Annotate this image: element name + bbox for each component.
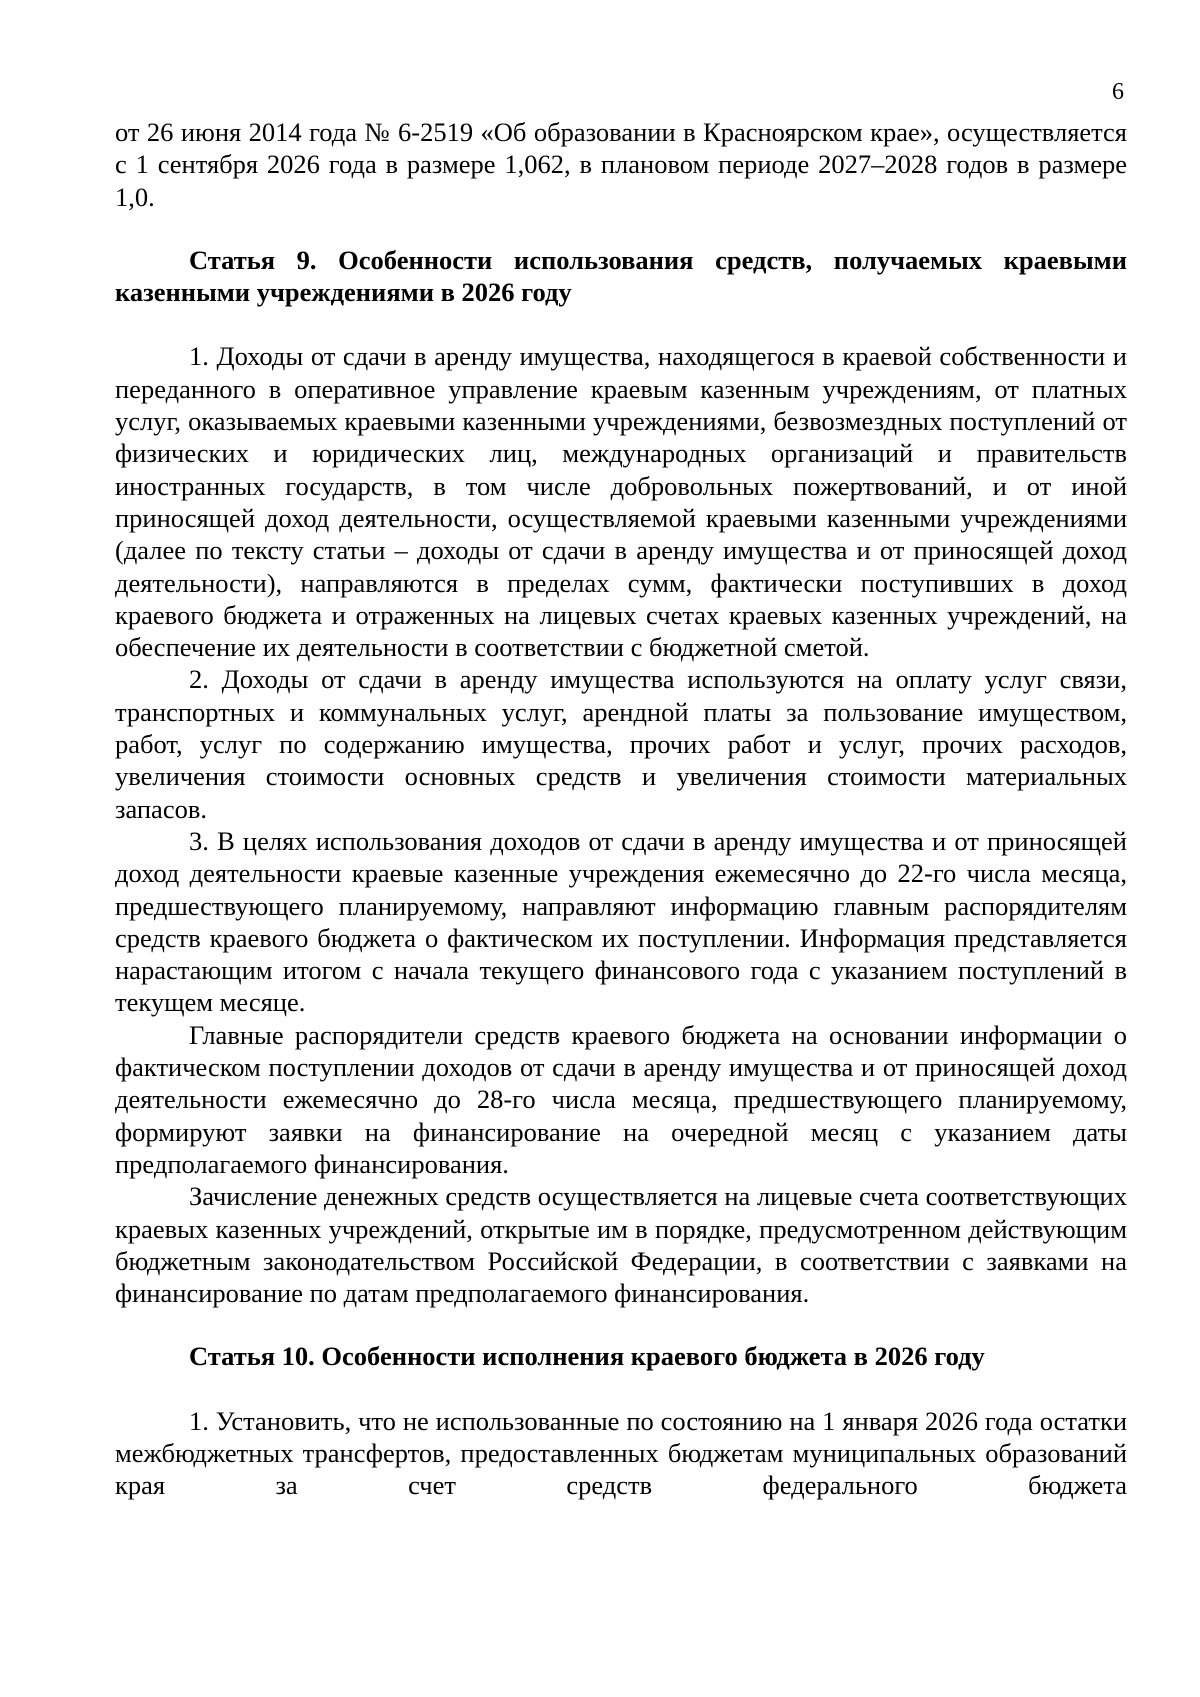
article-9-paragraph-5: Зачисление денежных средств осуществляется на лицевые счета соответствующих краевых казенных учреждений, открытые им в порядке, предусмотренном действующим бюджетным законодательством Российской Федерации, в соответствии с заявками на финансирование по датам предполагаемого финансирования. xyxy=(115,1181,1127,1309)
spacer xyxy=(115,213,1127,244)
spacer xyxy=(115,308,1127,340)
spacer xyxy=(115,1309,1127,1340)
spacer xyxy=(115,1373,1127,1405)
article-9-paragraph-2: 2. Доходы от сдачи в аренду имущества используются на оплату услуг связи, транспортных и коммунальных услуг, арендной платы за пользование имуществом, работ, услуг по содержанию имущества, прочих работ и услуг, прочих расходов, увеличения стоимости основных средств и увеличения стоимости материальных запасов. xyxy=(115,664,1127,824)
article-10-paragraph-1: 1. Установить, что не использованные по состоянию на 1 января 2026 года остатки межбюджетных трансфертов, предоставленных бюджетам муниципальных образований края за счет средств федерального бюджета xyxy=(115,1405,1127,1501)
article-9-paragraph-4: Главные распорядители средств краевого бюджета на основании информации о фактическом поступлении доходов от сдачи в аренду имущества и от приносящей доход деятельности ежемесячно до 28-го числа месяца, предшествующего планируемому, формируют заявки на финансирование на очередной месяц с указанием даты предполагаемого финансирования. xyxy=(115,1019,1127,1179)
article-10-heading: Статья 10. Особенности исполнения краевого бюджета в 2026 году xyxy=(189,1341,985,1372)
article-9-paragraph-3: 3. В целях использования доходов от сдачи в аренду имущества и от приносящей доход деятельности краевые казенные учреждения ежемесячно до 22-го числа месяца, предшествующего планируемому, направляют информацию главным распорядителям средств краевого бюджета о фактическом их поступлении. Информация представляется нарастающим итогом с начала текущего финансового года с указанием поступлений в текущем месяце. xyxy=(115,825,1127,1018)
page-number: 6 xyxy=(1112,79,1124,105)
article-9-heading: Статья 9. Особенности использования средств, получаемых краевыми казенными учреждениями в 2026 году xyxy=(115,244,1127,308)
intro-paragraph: от 26 июня 2014 года № 6-2519 «Об образовании в Красноярском крае», осуществляется с 1 сентября 2026 года в размере 1,062, в плановом периоде 2027–2028 годов в размере 1,0. xyxy=(115,117,1127,212)
article-9-paragraph-1: 1. Доходы от сдачи в аренду имущества, находящегося в краевой собственности и переданного в оперативное управление краевым казенным учреждениям, от платных услуг, оказываемых краевыми казенными учреждениями, безвозмездных поступлений от физических и юридических лиц, международных организаций и правительств иностранных государств, в том числе добровольных пожертвований, и от иной приносящей доход деятельности, осуществляемой краевыми казенными учреждениями (далее по тексту статьи – доходы от сдачи в аренду имущества и от приносящей доход деятельности), направляются в пределах сумм, фактически поступивших в доход краевого бюджета и отраженных на лицевых счетах краевых казенных учреждений, на обеспечение их деятельности в соответствии с бюджетной сметой. xyxy=(115,341,1127,663)
document-body xyxy=(115,116,1127,1502)
